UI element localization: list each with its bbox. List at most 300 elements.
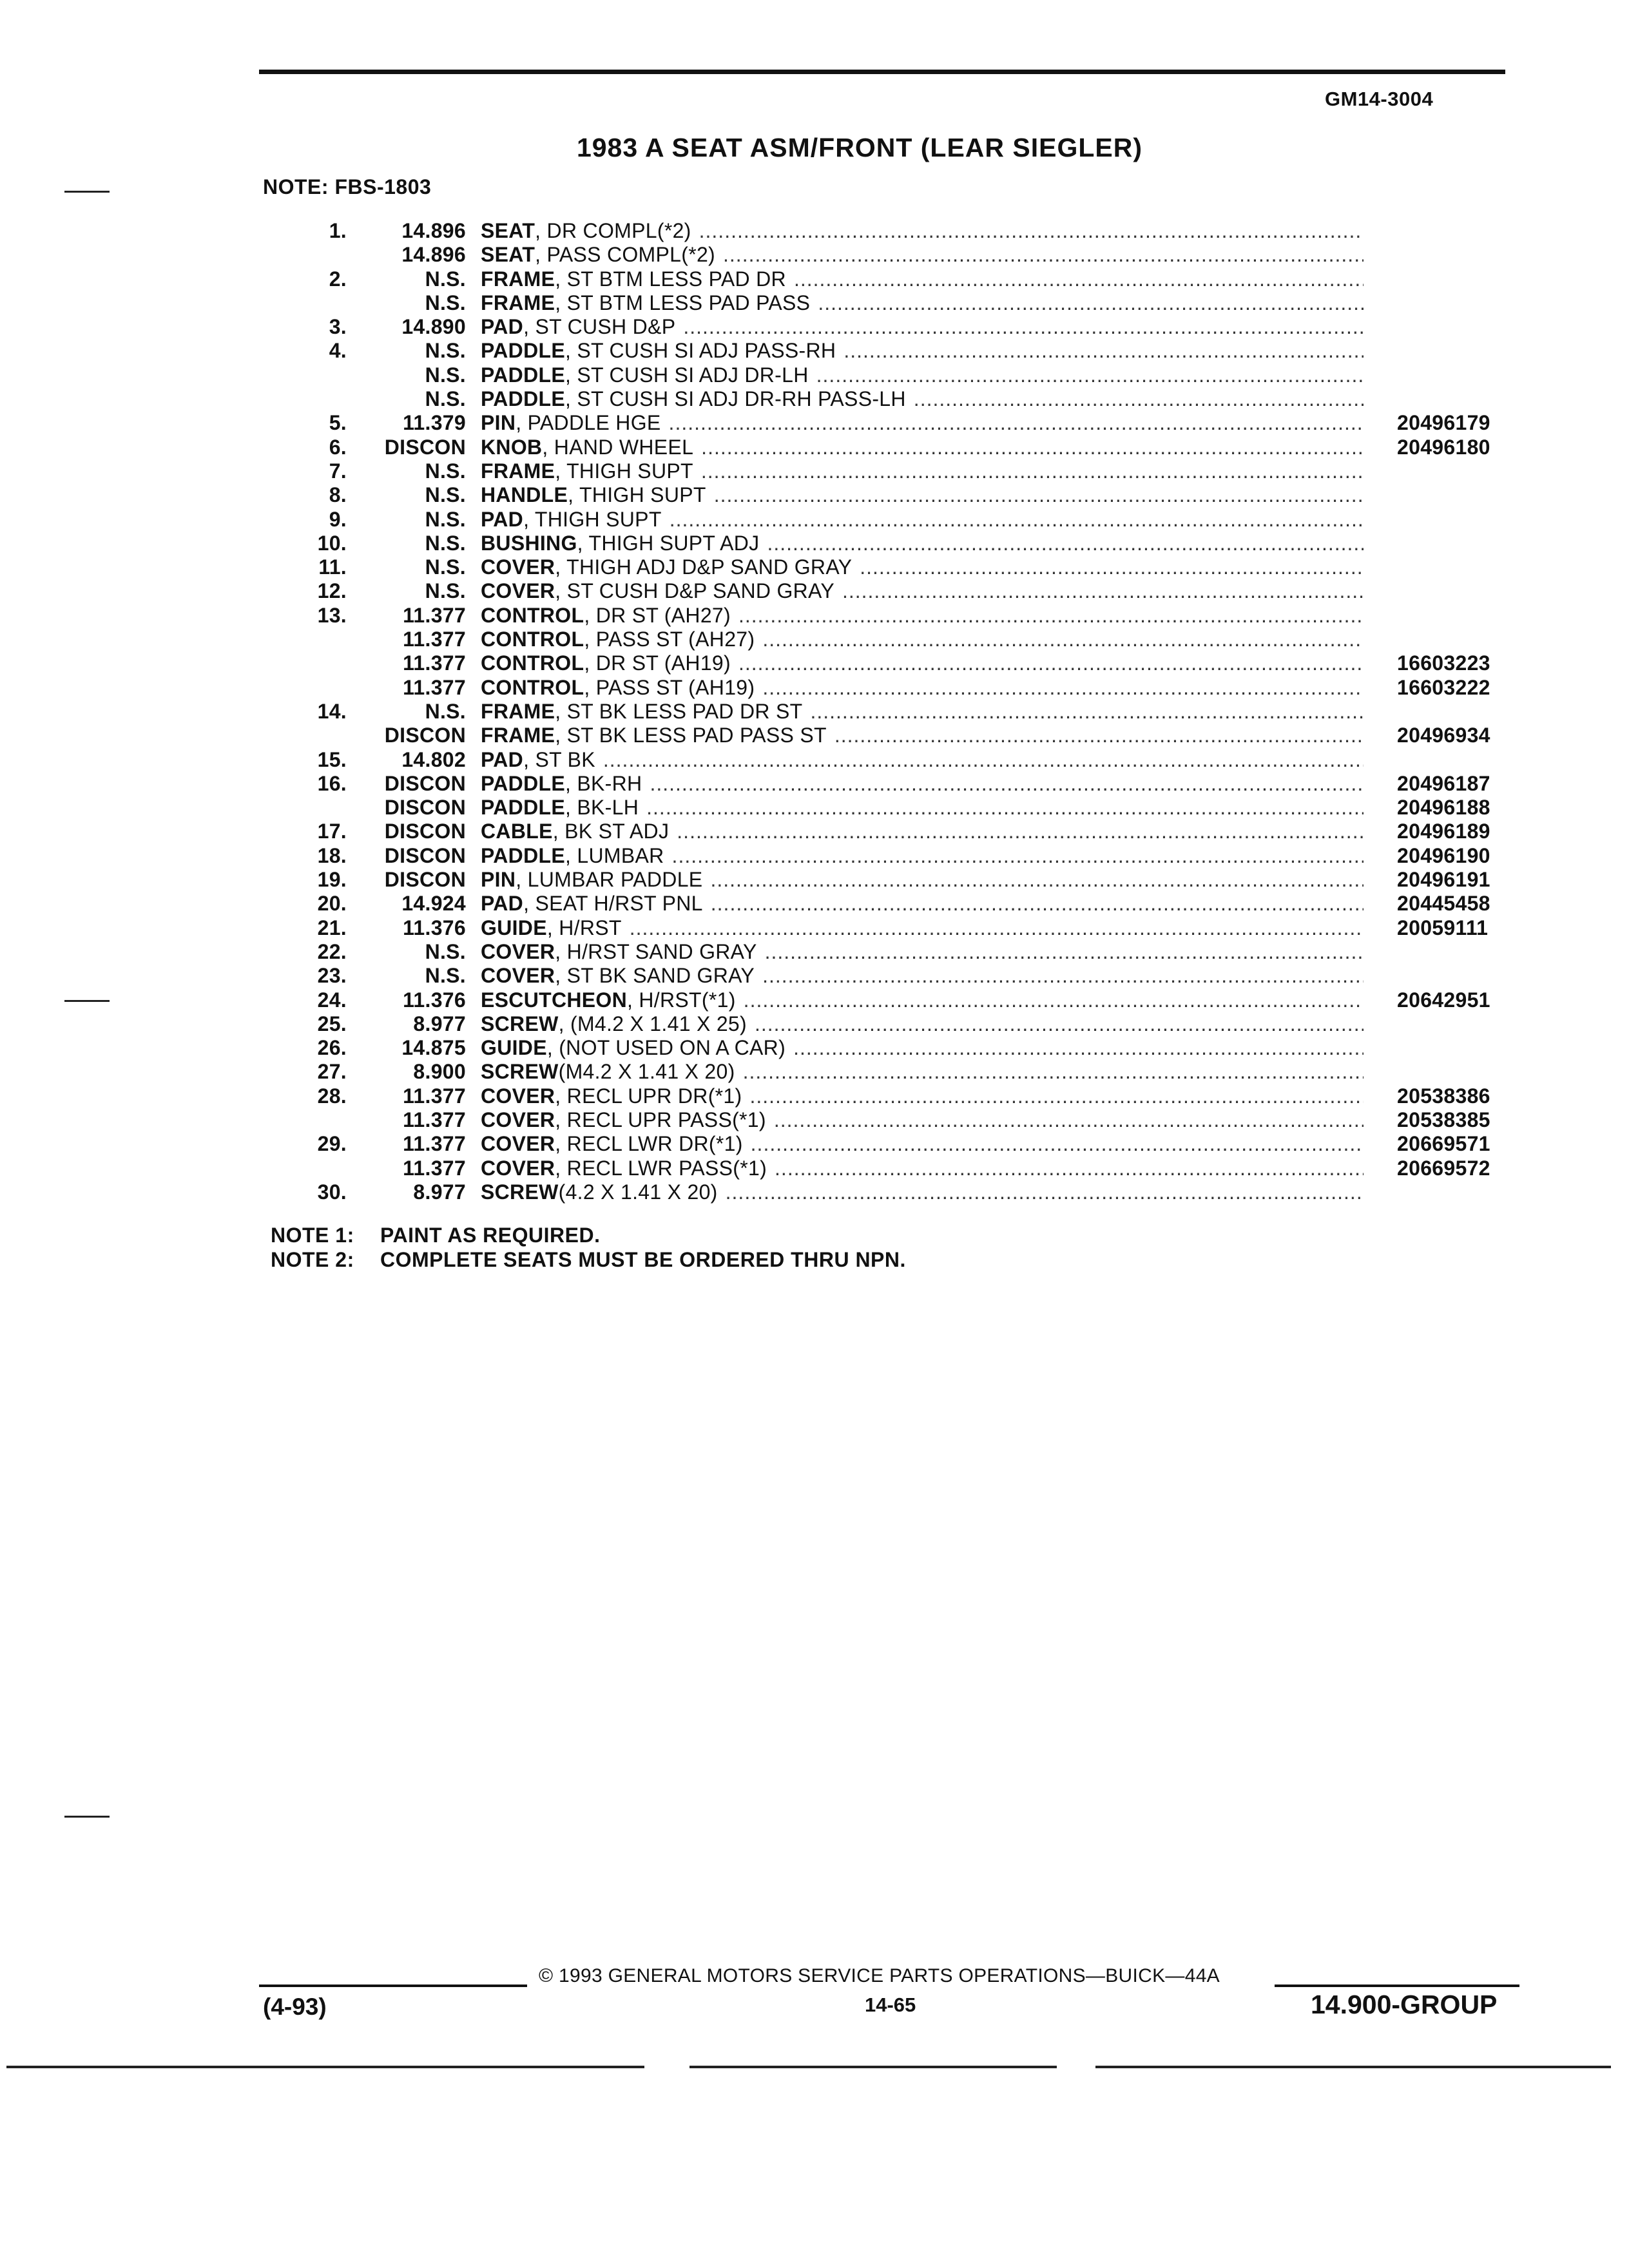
part-name: COVER [481, 1156, 555, 1180]
part-qualifier: , RECL LWR PASS(*1) [555, 1156, 767, 1180]
item-number: 22. [317, 939, 347, 963]
part-row [0, 411, 1629, 435]
part-qualifier: , DR ST (AH27) [584, 603, 731, 627]
group-number: N.S. [425, 555, 466, 579]
part-description [481, 604, 1364, 628]
part-description [481, 579, 1364, 603]
item-number: 11. [318, 555, 347, 579]
document-code: GM14-3004 [1325, 88, 1434, 110]
part-description [481, 868, 1364, 892]
item-number: 24. [317, 988, 347, 1012]
part-name: COVER [481, 939, 555, 963]
punch-mark [64, 1000, 110, 1002]
footer-date: (4-93) [263, 1994, 327, 2020]
item-number: 25. [317, 1012, 347, 1035]
part-qualifier: , H/RST(*1) [627, 988, 736, 1012]
part-qualifier: , RECL UPR DR(*1) [555, 1084, 742, 1108]
group-number: DISCON [384, 820, 466, 843]
part-description [481, 483, 1364, 507]
part-number: 20496179 [1397, 411, 1490, 435]
note-label: NOTE 2: [271, 1248, 354, 1271]
part-number: 16603222 [1397, 675, 1490, 699]
part-qualifier: , RECL LWR DR(*1) [555, 1132, 743, 1156]
item-number: 28. [317, 1084, 347, 1108]
part-name: CONTROL [481, 603, 584, 627]
group-number: DISCON [384, 771, 466, 795]
dot-leader [714, 483, 1364, 507]
part-description [481, 459, 1364, 483]
header-rule [259, 70, 1505, 74]
item-number: 14. [317, 699, 347, 723]
part-qualifier: , ST BTM LESS PAD PASS [555, 291, 811, 314]
part-name: FRAME [481, 459, 555, 483]
item-number: 13. [317, 603, 347, 627]
part-name: COVER [481, 1132, 555, 1156]
part-row [0, 1084, 1629, 1108]
part-description [481, 940, 1364, 964]
note-1 [271, 1223, 906, 1247]
part-name: FRAME [481, 267, 555, 291]
part-row [0, 604, 1629, 628]
dot-leader [818, 291, 1364, 315]
part-name: PADDLE [481, 339, 565, 363]
part-description [481, 1108, 1364, 1132]
part-number: 20538386 [1397, 1084, 1490, 1108]
part-description [481, 1036, 1364, 1060]
part-qualifier: , ST CUSH SI ADJ DR-LH [565, 363, 809, 387]
part-description [481, 387, 1364, 411]
part-row [0, 387, 1629, 411]
part-qualifier: , RECL UPR PASS(*1) [555, 1108, 766, 1131]
item-number: 4. [329, 339, 347, 363]
part-qualifier: , ST CUSH D&P SAND GRAY [555, 579, 834, 603]
note-label: NOTE 1: [271, 1224, 354, 1247]
group-number: N.S. [425, 579, 466, 603]
part-qualifier: , PASS ST (AH19) [584, 675, 755, 699]
group-number: 11.376 [403, 916, 466, 939]
group-number: N.S. [425, 339, 466, 363]
page-number: 14-65 [865, 1994, 916, 2016]
part-row [0, 579, 1629, 603]
dot-leader [774, 1108, 1364, 1132]
part-qualifier: , LUMBAR [565, 843, 664, 867]
dot-leader [701, 436, 1364, 459]
dot-leader [749, 1084, 1364, 1108]
part-row [0, 532, 1629, 555]
dot-leader [794, 267, 1364, 291]
group-number: 14.896 [401, 243, 466, 267]
dot-leader [775, 1157, 1364, 1180]
part-name: SEAT [481, 219, 535, 242]
part-name: CONTROL [481, 651, 584, 675]
part-qualifier: , THIGH SUPT [523, 507, 662, 531]
part-description [481, 916, 1364, 940]
part-row [0, 483, 1629, 507]
item-number: 9. [329, 507, 347, 531]
item-number: 12. [317, 579, 347, 603]
part-qualifier: , ST CUSH D&P [523, 315, 676, 339]
part-description [481, 700, 1364, 724]
part-qualifier: , THIGH SUPT [555, 459, 693, 483]
part-number: 20059111 [1397, 916, 1489, 939]
dot-leader [843, 339, 1364, 363]
dot-leader [816, 363, 1364, 387]
note-text: COMPLETE SEATS MUST BE ORDERED THRU NPN. [380, 1248, 906, 1271]
dot-leader [860, 555, 1364, 579]
part-name: PADDLE [481, 363, 565, 387]
dot-leader [751, 1132, 1364, 1156]
dot-leader [603, 748, 1364, 772]
part-row [0, 1012, 1629, 1036]
part-qualifier: , THIGH SUPT [568, 483, 706, 507]
part-qualifier: , BK-LH [565, 796, 639, 820]
item-number: 18. [317, 843, 347, 867]
part-name: PADDLE [481, 771, 565, 795]
group-number: DISCON [384, 435, 466, 459]
part-row [0, 964, 1629, 988]
part-qualifier: , THIGH SUPT ADJ [577, 531, 760, 555]
item-number: 7. [329, 459, 347, 483]
part-description [481, 820, 1364, 843]
part-name: BUSHING [481, 531, 577, 555]
part-row [0, 436, 1629, 459]
dot-leader [793, 1036, 1364, 1060]
dot-leader [762, 964, 1364, 988]
dot-leader [914, 387, 1364, 411]
part-name: PADDLE [481, 387, 565, 411]
part-row [0, 988, 1629, 1012]
part-description [481, 651, 1364, 675]
part-row [0, 339, 1629, 363]
parts-list [0, 219, 1629, 1204]
dot-leader [842, 579, 1364, 603]
footer-group: 14.900-GROUP [1311, 1990, 1498, 2019]
item-number: 16. [317, 771, 347, 795]
group-number: N.S. [425, 459, 466, 483]
part-description [481, 508, 1364, 532]
part-qualifier: , (M4.2 X 1.41 X 25) [558, 1012, 747, 1035]
part-description [481, 219, 1364, 243]
part-qualifier: , PASS ST (AH27) [584, 628, 755, 651]
part-name: COVER [481, 555, 555, 579]
group-number: 11.377 [403, 1084, 466, 1108]
footer-rule-left [259, 1984, 527, 1987]
part-description [481, 844, 1364, 868]
part-description [481, 436, 1364, 459]
group-number: N.S. [425, 483, 466, 507]
part-qualifier: , ST BTM LESS PAD DR [555, 267, 786, 291]
group-number: N.S. [425, 363, 466, 387]
part-description [481, 964, 1364, 988]
dot-leader [677, 820, 1364, 843]
dot-leader [834, 724, 1364, 747]
part-row [0, 508, 1629, 532]
part-row [0, 796, 1629, 820]
group-number: DISCON [384, 724, 466, 747]
part-name: PIN [481, 411, 516, 435]
part-description [481, 1084, 1364, 1108]
item-number: 30. [317, 1180, 347, 1204]
group-number: N.S. [425, 387, 466, 411]
part-row [0, 868, 1629, 892]
dot-leader [726, 1180, 1364, 1204]
part-row [0, 363, 1629, 387]
dot-leader [762, 628, 1364, 651]
part-number: 20496188 [1397, 796, 1490, 820]
footer-copyright: © 1993 GENERAL MOTORS SERVICE PARTS OPERATIONS—BUICK—44A [539, 1965, 1220, 1986]
page-title: 1983 A SEAT ASM/FRONT (LEAR SIEGLER) [576, 133, 1143, 162]
part-name: SCREW [481, 1012, 559, 1035]
item-number: 29. [317, 1132, 347, 1156]
part-qualifier: , SEAT H/RST PNL [523, 892, 703, 916]
group-number: 11.377 [403, 675, 466, 699]
part-qualifier: (4.2 X 1.41 X 20) [558, 1180, 718, 1204]
item-number: 6. [329, 435, 347, 459]
part-name: COVER [481, 1108, 555, 1131]
part-qualifier: , ST CUSH SI ADJ PASS-RH [565, 339, 836, 363]
part-name: PAD [481, 892, 524, 916]
part-qualifier: , DR COMPL(*2) [535, 219, 691, 242]
dot-leader [710, 868, 1364, 892]
part-name: PIN [481, 868, 516, 892]
part-description [481, 243, 1364, 267]
group-number: 11.377 [403, 1108, 466, 1131]
part-qualifier: , THIGH ADJ D&P SAND GRAY [555, 555, 853, 579]
item-number: 15. [317, 747, 347, 771]
part-description [481, 748, 1364, 772]
part-name: COVER [481, 1084, 555, 1108]
dot-leader [699, 219, 1364, 243]
group-number: 14.924 [401, 892, 466, 916]
part-description [481, 555, 1364, 579]
part-qualifier: , HAND WHEEL [542, 435, 694, 459]
note-2 [271, 1247, 906, 1272]
part-row [0, 820, 1629, 843]
dot-leader [738, 604, 1364, 628]
part-number: 20496191 [1397, 868, 1490, 892]
part-row [0, 219, 1629, 243]
notes-section [271, 1223, 906, 1272]
group-number: N.S. [425, 291, 466, 314]
part-description [481, 339, 1364, 363]
group-number: 11.377 [403, 603, 466, 627]
part-row [0, 459, 1629, 483]
part-description [481, 1012, 1364, 1036]
note-text: PAINT AS REQUIRED. [380, 1224, 601, 1247]
dot-leader [762, 676, 1364, 700]
item-number: 2. [329, 267, 347, 291]
punch-mark [64, 1816, 110, 1818]
part-row [0, 940, 1629, 964]
dot-leader [743, 1060, 1364, 1084]
part-qualifier: , H/RST SAND GRAY [555, 939, 757, 963]
item-number: 8. [329, 483, 347, 507]
part-number: 20538385 [1397, 1108, 1490, 1131]
part-number: 20496180 [1397, 435, 1490, 459]
part-row [0, 676, 1629, 700]
part-row [0, 892, 1629, 916]
part-number: 20496190 [1397, 843, 1490, 867]
part-name: PADDLE [481, 796, 565, 820]
part-description [481, 628, 1364, 651]
group-number: DISCON [384, 796, 466, 820]
dot-leader [810, 700, 1364, 724]
part-row [0, 1157, 1629, 1180]
dot-leader [711, 892, 1364, 916]
dot-leader [723, 243, 1364, 267]
dot-leader [669, 411, 1364, 435]
group-number: 11.379 [403, 411, 466, 435]
part-name: PADDLE [481, 843, 565, 867]
group-number: N.S. [425, 964, 466, 988]
part-name: CABLE [481, 820, 553, 843]
part-description [481, 1060, 1364, 1084]
item-number: 1. [329, 219, 347, 242]
group-number: N.S. [425, 939, 466, 963]
dot-leader [646, 796, 1364, 820]
part-row [0, 1108, 1629, 1132]
part-name: SCREW [481, 1060, 559, 1084]
part-name: GUIDE [481, 1036, 547, 1060]
part-name: PAD [481, 747, 524, 771]
part-name: CONTROL [481, 628, 584, 651]
part-row [0, 291, 1629, 315]
part-qualifier: , H/RST [546, 916, 622, 939]
group-number: N.S. [425, 699, 466, 723]
part-number: 20496934 [1397, 724, 1490, 747]
dot-leader [670, 508, 1364, 532]
group-number: 14.890 [401, 315, 466, 339]
part-row [0, 748, 1629, 772]
item-number: 10. [317, 531, 347, 555]
part-row [0, 1060, 1629, 1084]
item-number: 19. [317, 868, 347, 892]
part-description [481, 1157, 1364, 1180]
item-number: 5. [329, 411, 347, 435]
dot-leader [701, 459, 1364, 483]
part-description [481, 291, 1364, 315]
part-name: CONTROL [481, 675, 584, 699]
part-qualifier: , ST BK SAND GRAY [555, 964, 755, 988]
part-row [0, 267, 1629, 291]
part-description [481, 1132, 1364, 1156]
item-number: 27. [317, 1060, 347, 1084]
group-number: 14.896 [401, 219, 466, 242]
group-number: N.S. [425, 531, 466, 555]
note-reference: NOTE: FBS-1803 [263, 175, 432, 198]
group-number: N.S. [425, 267, 466, 291]
item-number: 21. [317, 916, 347, 939]
part-description [481, 1180, 1364, 1204]
part-row [0, 555, 1629, 579]
part-description [481, 724, 1364, 747]
dot-leader [672, 844, 1364, 868]
part-description [481, 772, 1364, 796]
group-number: N.S. [425, 507, 466, 531]
part-row [0, 1132, 1629, 1156]
part-row [0, 651, 1629, 675]
group-number: 14.875 [401, 1036, 466, 1060]
dot-leader [765, 940, 1364, 964]
part-description [481, 676, 1364, 700]
group-number: 8.977 [413, 1180, 466, 1204]
footer-rule-right [1275, 1984, 1519, 1987]
group-number: 14.802 [401, 747, 466, 771]
part-description [481, 988, 1364, 1012]
part-number: 20669571 [1397, 1132, 1490, 1156]
part-qualifier: , (NOT USED ON A CAR) [546, 1036, 786, 1060]
group-number: 11.377 [403, 1132, 466, 1156]
part-name: SCREW [481, 1180, 559, 1204]
part-qualifier: , PADDLE HGE [516, 411, 661, 435]
part-description [481, 267, 1364, 291]
part-row [0, 243, 1629, 267]
part-number: 16603223 [1397, 651, 1490, 675]
part-description [481, 411, 1364, 435]
part-name: FRAME [481, 291, 555, 314]
dot-leader [650, 772, 1364, 796]
dot-leader [683, 315, 1364, 339]
group-number: 11.376 [403, 988, 466, 1012]
item-number: 17. [317, 820, 347, 843]
part-description [481, 796, 1364, 820]
group-number: 11.377 [403, 628, 466, 651]
part-number: 20642951 [1397, 988, 1490, 1012]
item-number: 20. [317, 892, 347, 916]
scan-edge-line [6, 2066, 644, 2068]
part-number: 20496187 [1397, 771, 1490, 795]
dot-leader [744, 988, 1364, 1012]
part-name: SEAT [481, 243, 535, 267]
part-qualifier: , BK-RH [565, 771, 642, 795]
part-row [0, 700, 1629, 724]
part-name: GUIDE [481, 916, 547, 939]
part-qualifier: , LUMBAR PADDLE [516, 868, 703, 892]
part-name: FRAME [481, 699, 555, 723]
item-number: 26. [317, 1036, 347, 1060]
part-name: FRAME [481, 724, 555, 747]
part-row [0, 628, 1629, 651]
part-name: COVER [481, 964, 555, 988]
part-description [481, 363, 1364, 387]
part-name: ESCUTCHEON [481, 988, 628, 1012]
part-row [0, 916, 1629, 940]
part-row [0, 844, 1629, 868]
group-number: 8.977 [413, 1012, 466, 1035]
dot-leader [738, 651, 1364, 675]
item-number: 23. [317, 964, 347, 988]
group-number: 8.900 [413, 1060, 466, 1084]
part-qualifier: (M4.2 X 1.41 X 20) [558, 1060, 735, 1084]
part-qualifier: , DR ST (AH19) [584, 651, 731, 675]
item-number: 3. [329, 315, 347, 339]
part-row [0, 724, 1629, 747]
group-number: 11.377 [403, 1156, 466, 1180]
part-row [0, 772, 1629, 796]
part-number: 20496189 [1397, 820, 1490, 843]
dot-leader [630, 916, 1364, 940]
part-number: 20445458 [1397, 892, 1490, 916]
group-number: 11.377 [403, 651, 466, 675]
punch-mark [64, 191, 110, 193]
part-description [481, 892, 1364, 916]
part-row [0, 1180, 1629, 1204]
part-name: COVER [481, 579, 555, 603]
part-name: KNOB [481, 435, 543, 459]
group-number: DISCON [384, 868, 466, 892]
part-number: 20669572 [1397, 1156, 1490, 1180]
part-name: PAD [481, 315, 524, 339]
